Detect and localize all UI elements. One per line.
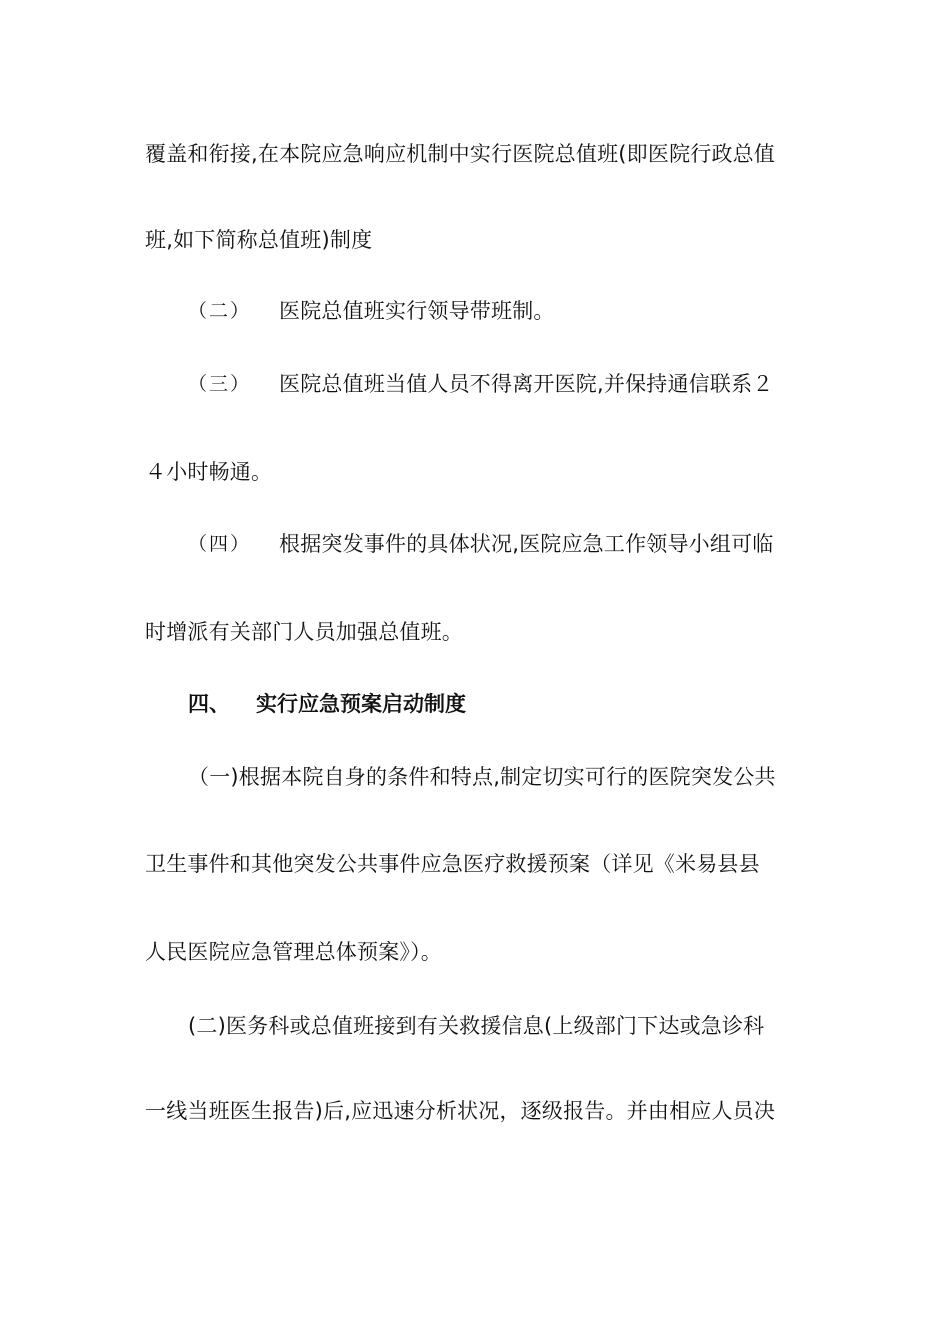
section-heading-number: 四、 <box>188 692 230 716</box>
item-number-3: （三） <box>188 373 252 395</box>
para1-line-3: 人民医院应急管理总体预案》）。 <box>145 940 442 964</box>
item-number-2: （二） <box>188 300 252 322</box>
section-heading-text: 实行应急预案启动制度 <box>256 692 466 716</box>
item-number-4: （四） <box>188 533 252 555</box>
item-text-3-continuation: ４小时畅通。 <box>145 460 273 484</box>
para1-line-1: （一)根据本院自身的条件和特点,制定切实可行的医院突发公共 <box>188 765 776 789</box>
item-text-4-continuation: 时增派有关部门人员加强总值班。 <box>145 620 463 644</box>
item-text-3: 医院总值班当值人员不得离开医院,并保持通信联系２ <box>279 372 774 396</box>
para2-line-2: 一线当班医生报告)后,应迅速分析状况，逐级报告。并由相应人员决 <box>145 1099 776 1123</box>
para2-line-1: (二)医务科或总值班接到有关救援信息(上级部门下达或急诊科 <box>188 1014 765 1038</box>
item-text-4: 根据突发事件的具体状况,医院应急工作领导小组可临 <box>279 532 774 556</box>
body-line-2: 班,如下简称总值班)制度 <box>145 228 373 252</box>
body-line-1: 覆盖和衔接,在本院应急响应机制中实行医院总值班(即医院行政总值 <box>145 142 776 166</box>
item-text-2: 医院总值班实行领导带班制。 <box>279 299 555 323</box>
section-heading <box>188 690 466 718</box>
para1-line-2: 卫生事件和其他突发公共事件应急医疗救援预案（详见《米易县县 <box>145 852 760 876</box>
